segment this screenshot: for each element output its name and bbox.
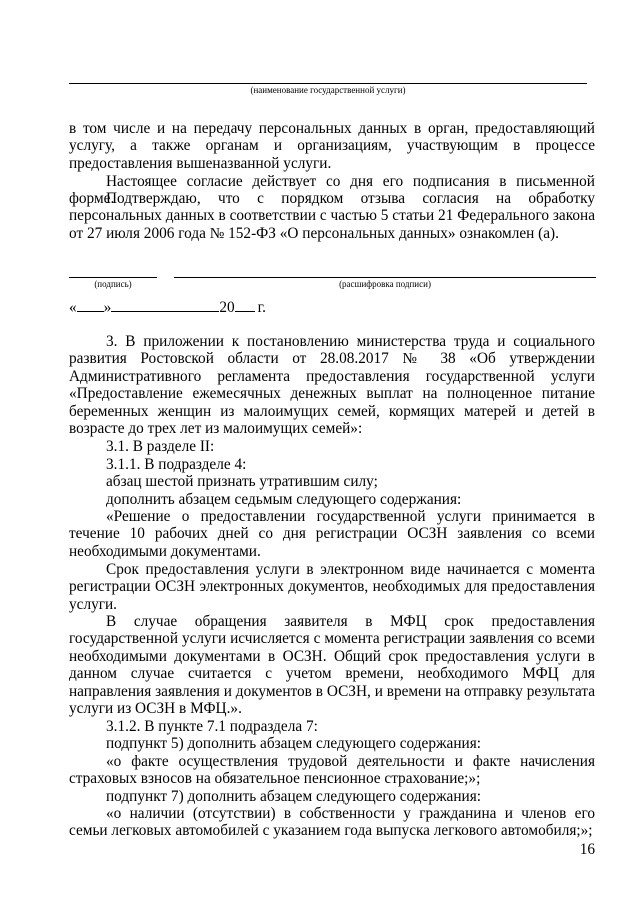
vehicles-paragraph: «о наличии (отсутствии) в собственности у гражданина и членов его семьи легковых автомобилей с указанием года выпуска легкового автомобиля;»; [69, 805, 595, 840]
clause-7-1-heading: 3.1.2. В пункте 7.1 подраздела 7: [106, 718, 318, 735]
month-blank [111, 298, 219, 312]
signature-line [69, 277, 157, 278]
amendment-intro: 3. В приложении к постановлению министерства труда и социального развития Ростовской области от 28.08.2017 № 38 «Об утверждении Административного регламента предоставления государственной услуги «Предоставление ежемесячных денежных выплат на полноценное питание беременных женщин из малоимущих семей, кормящих матерей и детей в возрасте до трех лет из малоимущих семей»: [69, 333, 595, 438]
section-2-heading: 3.1. В разделе II: [106, 438, 215, 455]
subclause-7-paragraph: подпункт 7) дополнить абзацем следующего содержания: [106, 788, 481, 805]
service-name-line [69, 83, 587, 84]
signature-decode-line [174, 277, 596, 278]
page-number: 16 [579, 841, 595, 858]
subclause-5-paragraph: подпункт 5) дополнить абзацем следующего содержания: [106, 735, 481, 752]
subsection-4-heading: 3.1.1. В подразделе 4: [106, 456, 247, 473]
day-blank [77, 298, 104, 312]
mfc-term-paragraph: В случае обращения заявителя в МФЦ срок предоставления государственной услуги исчисляется с момента регистрации заявления со всеми необходимыми документами в ОСЗН. Общий срок предоставления услуги в данном случае считается с учетом времени, необходимого МФЦ для направления заявления и документов в ОСЗН, и времени на отправку результата услуги из ОСЗН в МФЦ.». [69, 613, 595, 718]
year-blank [235, 298, 255, 312]
decision-term-paragraph: «Решение о предоставлении государственной услуги принимается в течение 10 рабочих дней со дня регистрации ОСЗН заявления со всеми необходимыми документами. [69, 508, 595, 560]
consent-paragraph-3: Подтверждаю, что с порядком отзыва согласия на обработку персональных данных в соответствии с частью 5 статьи 21 Федерального закона от 27 июля 2006 года № 152-ФЗ «О персональных данных» ознакомлен (а). [69, 190, 595, 242]
signature-caption: (подпись) [94, 279, 132, 289]
consent-paragraph-2: Настоящее согласие действует со дня его подписания в письменной форме. [69, 173, 595, 208]
date-line [69, 298, 266, 316]
consent-paragraph-1: в том числе и на передачу персональных данных в орган, предоставляющий услугу, а также органам и организациям, участвующим в процессе предоставления вышеназванной услуги. [69, 120, 595, 172]
year-prefix: 20 [219, 299, 235, 316]
date-open-quote: « [69, 299, 77, 316]
service-name-caption: (наименование государственной услуги) [250, 85, 406, 95]
paragraph-add-seventh: дополнить абзацем седьмым следующего содержания: [106, 491, 462, 508]
year-suffix: г. [257, 299, 266, 316]
labor-activity-paragraph: «о факте осуществления трудовой деятельности и факте начисления страховых взносов на обязательное пенсионное страхование;»; [69, 753, 595, 788]
date-close-quote: » [103, 299, 112, 316]
paragraph-repeal: абзац шестой признать утратившим силу; [106, 473, 378, 490]
electronic-term-paragraph: Срок предоставления услуги в электронном виде начинается с момента регистрации ОСЗН электронных документов, необходимых для предоставления услуги. [69, 561, 595, 613]
signature-decode-caption: (расшифровка подписи) [339, 279, 431, 289]
